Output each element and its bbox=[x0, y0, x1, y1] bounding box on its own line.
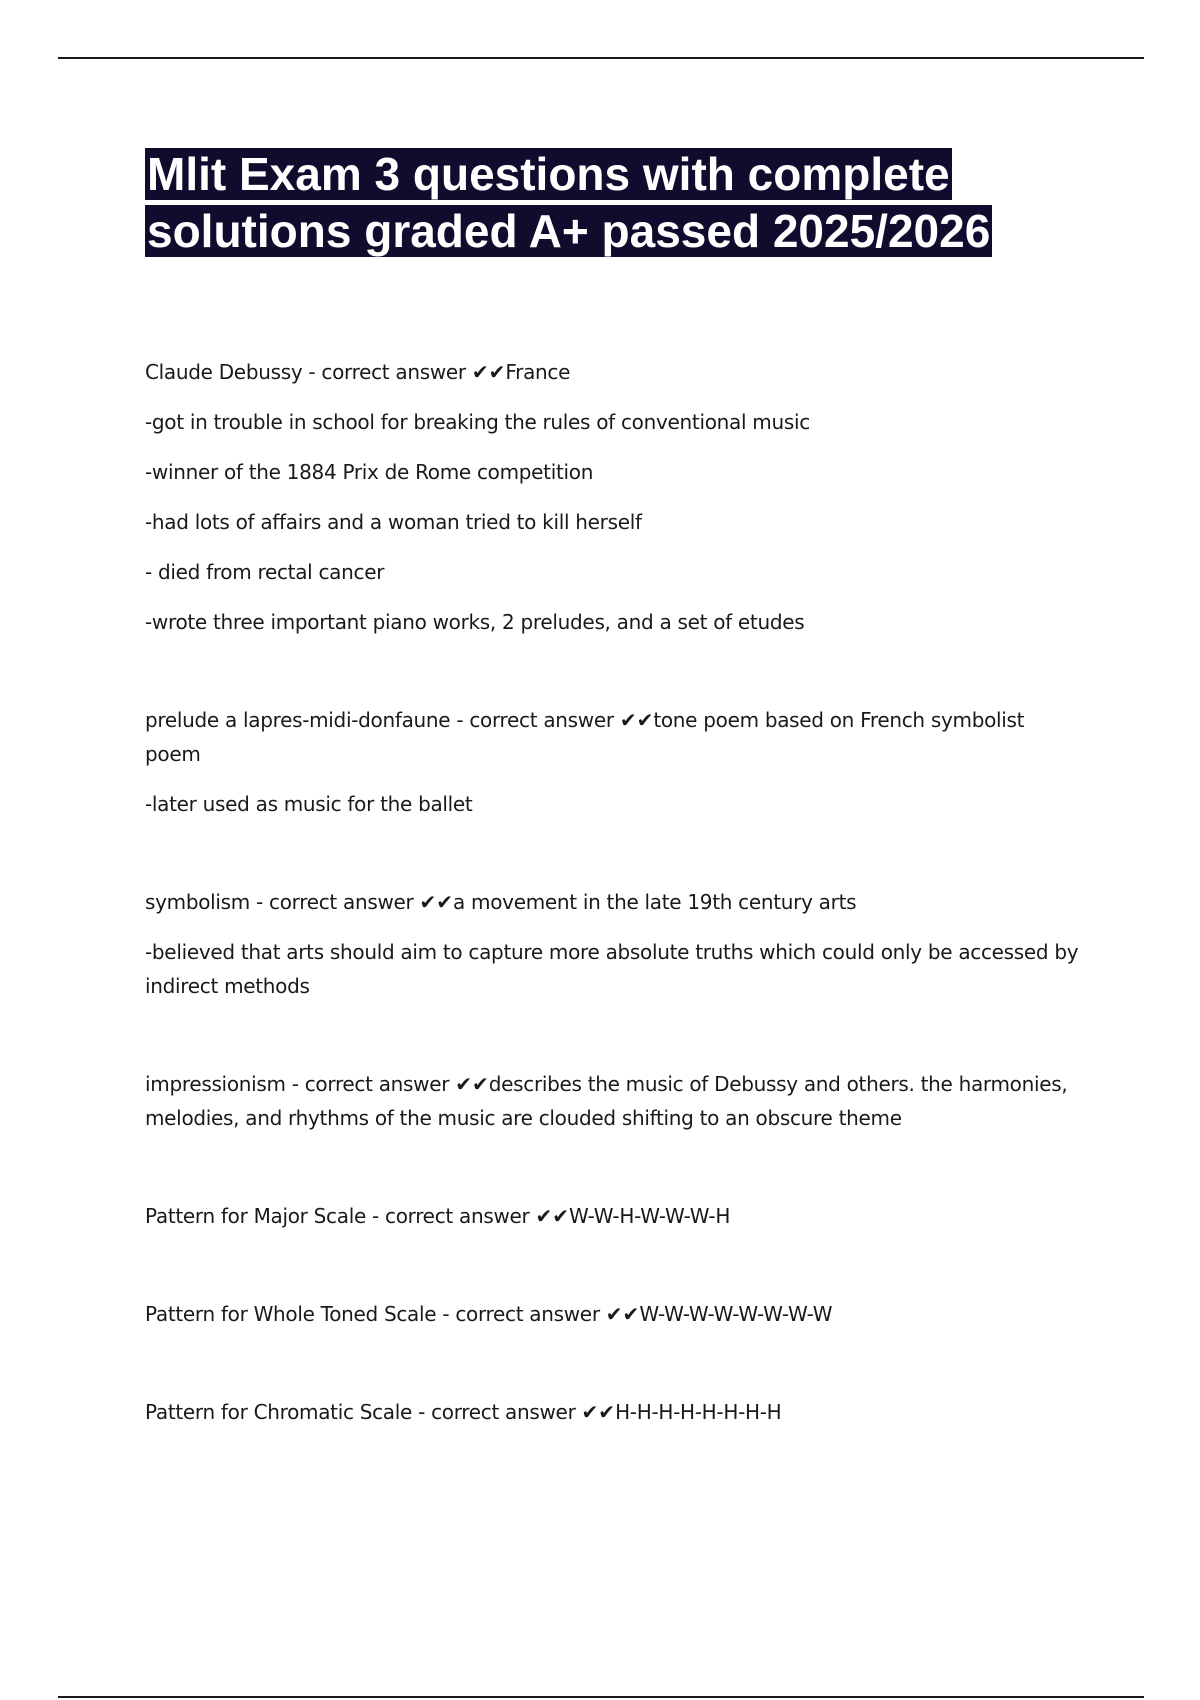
answer-separator: - correct answer bbox=[412, 1400, 582, 1424]
qa-entry bbox=[145, 355, 1085, 639]
qa-note: -later used as music for the ballet bbox=[145, 792, 473, 816]
document-title: Mlit Exam 3 questions with complete solutions graded A+ passed 2025/2026 bbox=[147, 148, 991, 257]
qa-entry bbox=[145, 1199, 1085, 1233]
qa-term: impressionism bbox=[145, 1072, 286, 1096]
qa-entry bbox=[145, 885, 1085, 1003]
qa-entry bbox=[145, 703, 1085, 821]
qa-question-line bbox=[145, 885, 1085, 919]
qa-question-line bbox=[145, 703, 1085, 771]
top-divider bbox=[58, 57, 1144, 59]
qa-note: -had lots of affairs and a woman tried to kill herself bbox=[145, 510, 642, 534]
qa-note: -wrote three important piano works, 2 preludes, and a set of etudes bbox=[145, 610, 805, 634]
qa-term: Pattern for Major Scale bbox=[145, 1204, 366, 1228]
qa-question-line bbox=[145, 1199, 1085, 1233]
qa-entry bbox=[145, 1395, 1085, 1429]
qa-answer: France bbox=[505, 360, 571, 384]
double-check-icon: ✔✔ bbox=[455, 1072, 489, 1096]
qa-entry bbox=[145, 1297, 1085, 1331]
qa-answer: H-H-H-H-H-H-H-H bbox=[615, 1400, 782, 1424]
qa-question-line bbox=[145, 355, 1085, 389]
qa-note: -winner of the 1884 Prix de Rome competition bbox=[145, 460, 594, 484]
double-check-icon: ✔✔ bbox=[419, 890, 454, 914]
double-check-icon: ✔✔ bbox=[581, 1400, 616, 1424]
qa-term: Pattern for Chromatic Scale bbox=[145, 1400, 413, 1424]
qa-answer: W-W-H-W-W-W-H bbox=[569, 1204, 731, 1228]
title-block bbox=[145, 146, 1045, 260]
answer-separator: - correct answer bbox=[250, 890, 420, 914]
double-check-icon: ✔✔ bbox=[605, 1302, 640, 1326]
qa-list bbox=[145, 355, 1085, 1429]
qa-answer: a movement in the late 19th century arts bbox=[453, 890, 857, 914]
answer-separator: - correct answer bbox=[365, 1204, 536, 1228]
qa-entry bbox=[145, 1067, 1085, 1135]
bottom-divider bbox=[58, 1696, 1144, 1698]
double-check-icon: ✔✔ bbox=[471, 360, 506, 384]
qa-term: symbolism bbox=[145, 890, 250, 914]
qa-question-line bbox=[145, 1297, 1085, 1331]
qa-answer: W-W-W-W-W-W-W-W bbox=[639, 1302, 833, 1326]
qa-answer: tone poem based on French symbolist poem bbox=[145, 708, 1025, 766]
qa-note: -got in trouble in school for breaking the rules of conventional music bbox=[145, 410, 810, 434]
double-check-icon: ✔✔ bbox=[535, 1204, 569, 1228]
qa-term: Pattern for Whole Toned Scale bbox=[145, 1302, 437, 1326]
qa-answer: describes the music of Debussy and others. the harmonies, melodies, and rhythms of the music are clouded shifting to an obscure theme bbox=[145, 1072, 1068, 1130]
answer-separator: - correct answer bbox=[302, 360, 472, 384]
double-check-icon: ✔✔ bbox=[619, 708, 654, 732]
answer-separator: - correct answer bbox=[285, 1072, 456, 1096]
qa-question-line bbox=[145, 1395, 1085, 1429]
qa-note: - died from rectal cancer bbox=[145, 560, 385, 584]
answer-separator: - correct answer bbox=[436, 1302, 606, 1326]
qa-question-line bbox=[145, 1067, 1085, 1135]
qa-note: -believed that arts should aim to capture more absolute truths which could only be accessed by indirect methods bbox=[145, 940, 1079, 998]
answer-separator: - correct answer bbox=[450, 708, 620, 732]
qa-term: prelude a lapres-midi-donfaune bbox=[145, 708, 451, 732]
qa-term: Claude Debussy bbox=[145, 360, 303, 384]
